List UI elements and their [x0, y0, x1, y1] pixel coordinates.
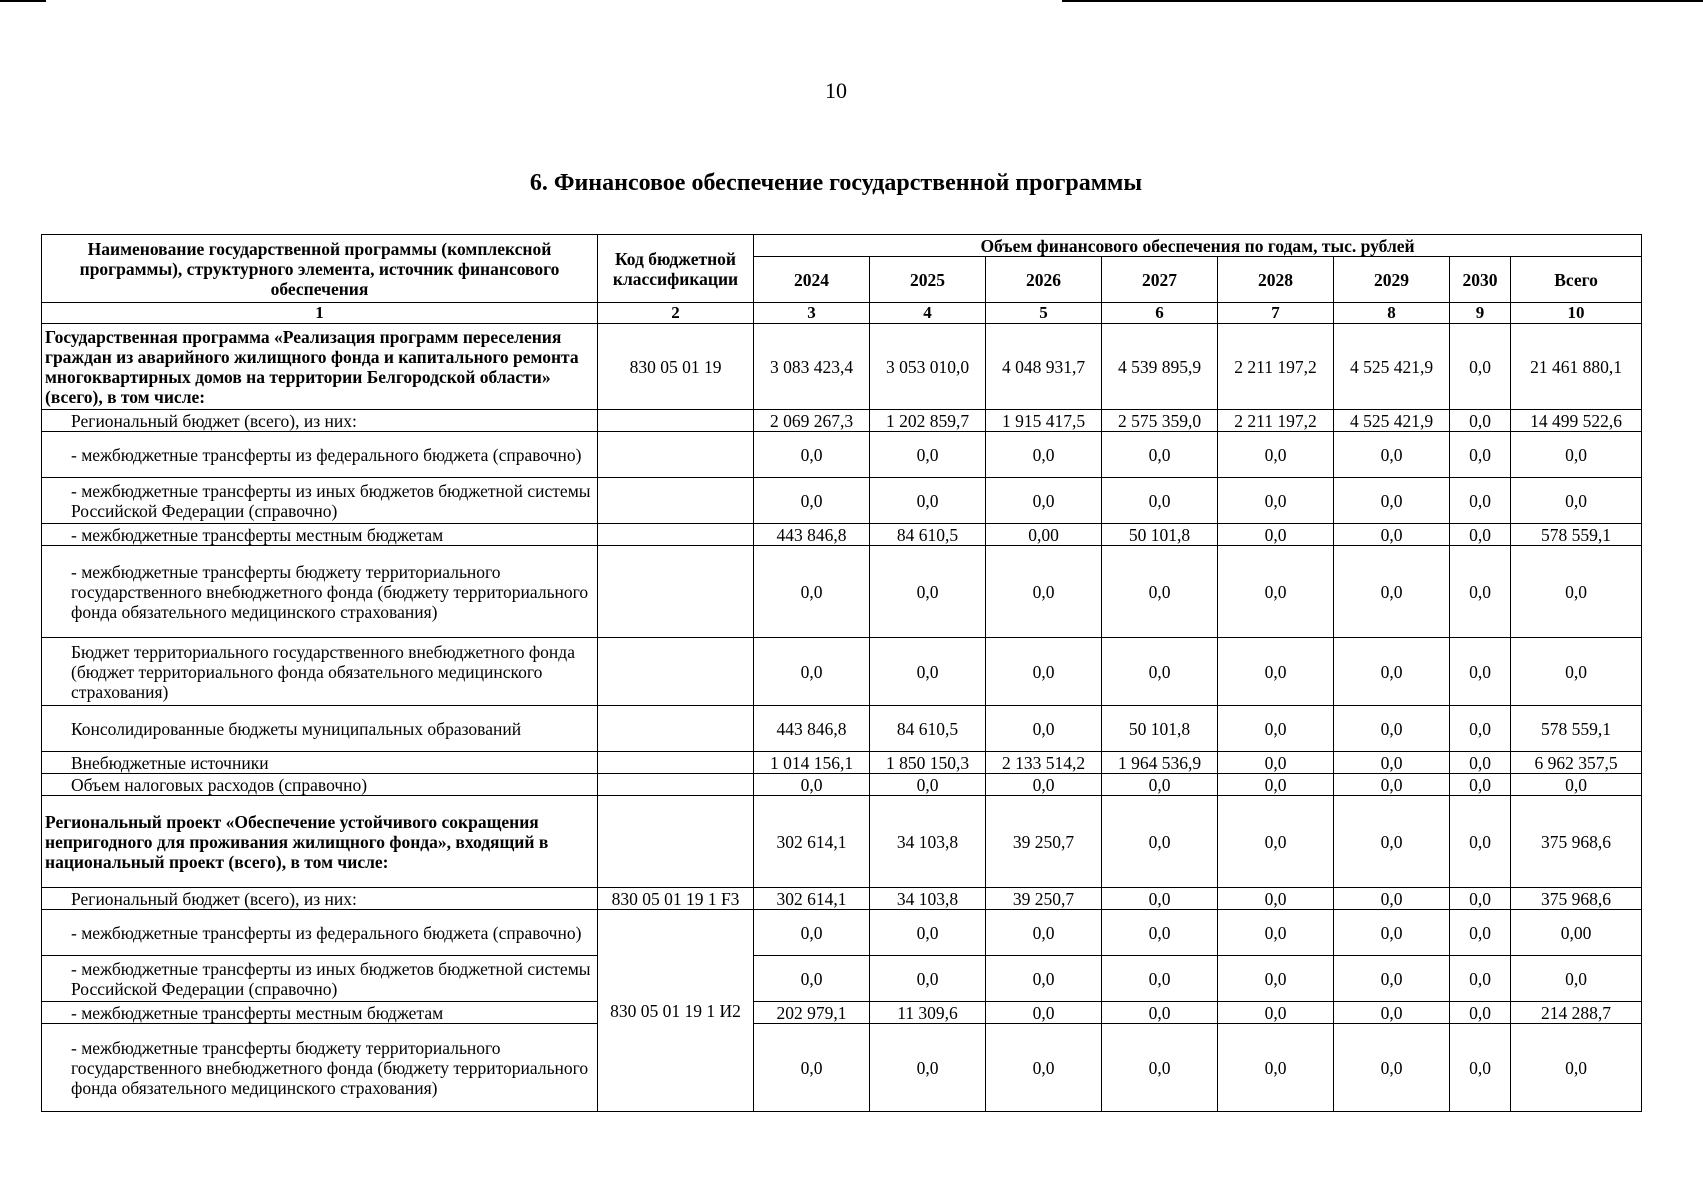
- row-value: 0,0: [754, 478, 870, 524]
- row-value: 0,0: [870, 546, 986, 638]
- row-value: 0,0: [870, 1024, 986, 1112]
- row-code: [598, 752, 754, 774]
- row-value: 0,0: [986, 910, 1102, 956]
- row-value: 1 964 536,9: [1102, 752, 1218, 774]
- row-value: 302 614,1: [754, 888, 870, 910]
- row-value: 0,0: [1218, 706, 1334, 752]
- row-name: - межбюджетные трансферты из федерального бюджета (справочно): [42, 432, 598, 478]
- row-name: - межбюджетные трансферты из федерального бюджета (справочно): [42, 910, 598, 956]
- row-name: Региональный проект «Обеспечение устойчивого сокращения непригодного для проживания жилищного фонда», входящий в национальный проект (всего), в том числе:: [42, 796, 598, 888]
- row-value: 0,0: [1102, 432, 1218, 478]
- row-value: 0,0: [870, 774, 986, 796]
- row-value: 0,0: [986, 546, 1102, 638]
- row-value: 0,0: [1218, 888, 1334, 910]
- row-value: 0,0: [1334, 524, 1450, 546]
- top-rule: [0, 0, 46, 2]
- row-value: 3 053 010,0: [870, 324, 986, 410]
- row-value: 0,0: [1218, 796, 1334, 888]
- row-total: 21 461 880,1: [1511, 324, 1642, 410]
- row-name: - межбюджетные трансферты местным бюджетам: [42, 524, 598, 546]
- header-year: 2024: [754, 257, 870, 303]
- table-row: [42, 956, 1642, 1002]
- row-value: 0,0: [986, 774, 1102, 796]
- row-value: 0,0: [1218, 910, 1334, 956]
- row-value: 1 202 859,7: [870, 410, 986, 432]
- row-value: 0,0: [1450, 706, 1511, 752]
- row-value: 302 614,1: [754, 796, 870, 888]
- row-value: 0,0: [1450, 324, 1511, 410]
- row-code: [598, 638, 754, 706]
- row-name: Объем налоговых расходов (справочно): [42, 774, 598, 796]
- row-name: Государственная программа «Реализация программ переселения граждан из аварийного жилищного фонда и капитального ремонта многоквартирных домов на территории Белгородской области» (всего), в том числе:: [42, 324, 598, 410]
- row-code: [598, 524, 754, 546]
- row-value: 0,0: [754, 432, 870, 478]
- row-value: 1 850 150,3: [870, 752, 986, 774]
- row-value: 0,0: [1334, 638, 1450, 706]
- table-row: [42, 1024, 1642, 1112]
- row-value: 0,0: [1102, 774, 1218, 796]
- row-code: 830 05 01 19: [598, 324, 754, 410]
- row-total: 0,0: [1511, 1024, 1642, 1112]
- row-value: 39 250,7: [986, 888, 1102, 910]
- row-value: 0,0: [986, 478, 1102, 524]
- row-name: Консолидированные бюджеты муниципальных образований: [42, 706, 598, 752]
- row-value: 0,0: [1334, 910, 1450, 956]
- table-row: [42, 524, 1642, 546]
- header-year: 2025: [870, 257, 986, 303]
- column-number: 5: [986, 303, 1102, 324]
- table-row: [42, 796, 1642, 888]
- column-number: 9: [1450, 303, 1511, 324]
- row-total: 14 499 522,6: [1511, 410, 1642, 432]
- header-year: 2027: [1102, 257, 1218, 303]
- row-value: 1 915 417,5: [986, 410, 1102, 432]
- row-name: - межбюджетные трансферты из иных бюджетов бюджетной системы Российской Федерации (справочно): [42, 478, 598, 524]
- header-name-column: Наименование государственной программы (комплексной программы), структурного элемента, источник финансового обеспечения: [42, 235, 598, 303]
- row-value: 0,0: [1218, 638, 1334, 706]
- row-value: 0,0: [986, 956, 1102, 1002]
- row-value: 2 211 197,2: [1218, 324, 1334, 410]
- row-value: 0,0: [870, 478, 986, 524]
- column-number: 4: [870, 303, 986, 324]
- row-total: 0,0: [1511, 432, 1642, 478]
- table-row: [42, 432, 1642, 478]
- row-value: 0,0: [1450, 1002, 1511, 1024]
- row-value: 4 525 421,9: [1334, 410, 1450, 432]
- column-number: 8: [1334, 303, 1450, 324]
- row-total: 0,00: [1511, 910, 1642, 956]
- row-value: 0,0: [1334, 1002, 1450, 1024]
- row-value: 0,0: [1450, 1024, 1511, 1112]
- row-value: 2 211 197,2: [1218, 410, 1334, 432]
- row-value: 0,0: [1334, 432, 1450, 478]
- row-value: 202 979,1: [754, 1002, 870, 1024]
- row-value: 0,0: [1218, 1002, 1334, 1024]
- row-value: 0,0: [1450, 888, 1511, 910]
- row-code: [598, 706, 754, 752]
- row-total: 214 288,7: [1511, 1002, 1642, 1024]
- row-code: [598, 478, 754, 524]
- row-value: 0,0: [1102, 638, 1218, 706]
- row-value: 0,0: [1218, 478, 1334, 524]
- row-value: 0,0: [1450, 432, 1511, 478]
- header-year: 2028: [1218, 257, 1334, 303]
- row-value: 443 846,8: [754, 706, 870, 752]
- column-number: 1: [42, 303, 598, 324]
- row-value: 0,0: [1334, 888, 1450, 910]
- table-row: [42, 546, 1642, 638]
- row-value: 0,0: [1450, 752, 1511, 774]
- row-value: 50 101,8: [1102, 524, 1218, 546]
- row-total: 6 962 357,5: [1511, 752, 1642, 774]
- row-value: 0,0: [1450, 910, 1511, 956]
- row-value: 4 048 931,7: [986, 324, 1102, 410]
- row-total: 578 559,1: [1511, 524, 1642, 546]
- row-value: 0,0: [1218, 956, 1334, 1002]
- row-name: - межбюджетные трансферты из иных бюджетов бюджетной системы Российской Федерации (справочно): [42, 956, 598, 1002]
- row-name: - межбюджетные трансферты местным бюджетам: [42, 1002, 598, 1024]
- row-value: 0,0: [1102, 1024, 1218, 1112]
- table-row: [42, 410, 1642, 432]
- row-value: 0,0: [986, 1024, 1102, 1112]
- row-name: Внебюджетные источники: [42, 752, 598, 774]
- row-value: 0,0: [870, 910, 986, 956]
- row-value: 0,0: [1102, 1002, 1218, 1024]
- row-value: 0,0: [1102, 910, 1218, 956]
- row-value: 0,0: [1218, 546, 1334, 638]
- table-row: [42, 1002, 1642, 1024]
- row-code: [598, 410, 754, 432]
- row-value: 0,0: [986, 432, 1102, 478]
- row-value: 0,0: [1450, 796, 1511, 888]
- row-value: 0,0: [1334, 774, 1450, 796]
- row-value: 443 846,8: [754, 524, 870, 546]
- row-value: 0,0: [1102, 478, 1218, 524]
- row-value: 0,0: [1218, 1024, 1334, 1112]
- row-code: 830 05 01 19 1 F3: [598, 888, 754, 910]
- row-value: 0,0: [1218, 524, 1334, 546]
- column-number: 2: [598, 303, 754, 324]
- row-code: [598, 774, 754, 796]
- row-value: 0,0: [870, 638, 986, 706]
- row-value: 34 103,8: [870, 888, 986, 910]
- page-number: 10: [825, 78, 847, 103]
- header-year: 2029: [1334, 257, 1450, 303]
- row-value: 0,0: [986, 1002, 1102, 1024]
- row-value: 2 069 267,3: [754, 410, 870, 432]
- row-name: Региональный бюджет (всего), из них:: [42, 888, 598, 910]
- row-value: 0,0: [986, 638, 1102, 706]
- table-row: [42, 638, 1642, 706]
- row-value: 3 083 423,4: [754, 324, 870, 410]
- table-body: [42, 324, 1642, 1112]
- row-value: 0,0: [754, 546, 870, 638]
- header-year: 2030: [1450, 257, 1511, 303]
- row-total: 578 559,1: [1511, 706, 1642, 752]
- row-value: 0,0: [754, 774, 870, 796]
- row-code: [598, 546, 754, 638]
- row-total: 0,0: [1511, 478, 1642, 524]
- row-value: 0,0: [1334, 706, 1450, 752]
- row-value: 39 250,7: [986, 796, 1102, 888]
- row-value: 34 103,8: [870, 796, 986, 888]
- column-number: 3: [754, 303, 870, 324]
- section-title: 6. Финансовое обеспечение государственной программы: [529, 170, 1143, 196]
- table-row: [42, 324, 1642, 410]
- row-value: 0,0: [1334, 956, 1450, 1002]
- row-name: - межбюджетные трансферты бюджету территориального государственного внебюджетного фонда (бюджету территориального фонда обязательного медицинского страхования): [42, 546, 598, 638]
- row-value: 0,0: [1102, 956, 1218, 1002]
- header-volume-group: Объем финансового обеспечения по годам, тыс. рублей: [754, 235, 1642, 257]
- row-value: 0,0: [1450, 956, 1511, 1002]
- row-value: 0,0: [1334, 752, 1450, 774]
- row-value: 0,0: [1102, 796, 1218, 888]
- row-value: 0,0: [1102, 888, 1218, 910]
- row-value: 0,0: [1450, 774, 1511, 796]
- row-value: 4 539 895,9: [1102, 324, 1218, 410]
- row-value: 0,0: [1334, 478, 1450, 524]
- row-total: 375 968,6: [1511, 796, 1642, 888]
- row-value: 0,0: [870, 432, 986, 478]
- row-value: 2 133 514,2: [986, 752, 1102, 774]
- row-value: 0,0: [1218, 774, 1334, 796]
- row-name: Бюджет территориального государственного внебюджетного фонда (бюджет территориального фонда обязательного медицинского страхования): [42, 638, 598, 706]
- row-value: 0,0: [754, 1024, 870, 1112]
- row-total: 0,0: [1511, 956, 1642, 1002]
- row-value: 0,0: [870, 956, 986, 1002]
- row-value: 4 525 421,9: [1334, 324, 1450, 410]
- row-name: - межбюджетные трансферты бюджету территориального государственного внебюджетного фонда (бюджету территориального фонда обязательного медицинского страхования): [42, 1024, 598, 1112]
- header-year: 2026: [986, 257, 1102, 303]
- row-value: 0,00: [986, 524, 1102, 546]
- table-row: [42, 774, 1642, 796]
- row-name: Региональный бюджет (всего), из них:: [42, 410, 598, 432]
- row-value: 0,0: [1218, 432, 1334, 478]
- row-value: 84 610,5: [870, 706, 986, 752]
- table-row: [42, 706, 1642, 752]
- row-value: 0,0: [1450, 546, 1511, 638]
- row-value: 0,0: [1334, 1024, 1450, 1112]
- row-value: 0,0: [1334, 546, 1450, 638]
- table-row: [42, 752, 1642, 774]
- row-code: 830 05 01 19 1 И2: [598, 910, 754, 1112]
- row-value: 0,0: [1450, 410, 1511, 432]
- row-value: 0,0: [754, 956, 870, 1002]
- header-code-column: Код бюджетной классификации: [598, 235, 754, 303]
- row-total: 375 968,6: [1511, 888, 1642, 910]
- row-value: 0,0: [1450, 478, 1511, 524]
- top-rule: [1062, 0, 1703, 2]
- row-code: [598, 432, 754, 478]
- column-number: 10: [1511, 303, 1642, 324]
- row-total: 0,0: [1511, 546, 1642, 638]
- row-value: 0,0: [1218, 752, 1334, 774]
- financing-table: [41, 234, 1642, 1112]
- table-row: [42, 910, 1642, 956]
- row-value: 0,0: [754, 638, 870, 706]
- table-row: [42, 888, 1642, 910]
- row-value: 0,0: [1102, 546, 1218, 638]
- row-value: 11 309,6: [870, 1002, 986, 1024]
- row-value: 1 014 156,1: [754, 752, 870, 774]
- row-value: 0,0: [986, 706, 1102, 752]
- row-value: 0,0: [1334, 796, 1450, 888]
- row-code: [598, 796, 754, 888]
- row-value: 0,0: [754, 910, 870, 956]
- row-value: 0,0: [1450, 524, 1511, 546]
- row-total: 0,0: [1511, 774, 1642, 796]
- header-total: Всего: [1511, 257, 1642, 303]
- row-value: 0,0: [1450, 638, 1511, 706]
- row-total: 0,0: [1511, 638, 1642, 706]
- column-number: 7: [1218, 303, 1334, 324]
- table-row: [42, 478, 1642, 524]
- column-number: 6: [1102, 303, 1218, 324]
- row-value: 2 575 359,0: [1102, 410, 1218, 432]
- row-value: 50 101,8: [1102, 706, 1218, 752]
- row-value: 84 610,5: [870, 524, 986, 546]
